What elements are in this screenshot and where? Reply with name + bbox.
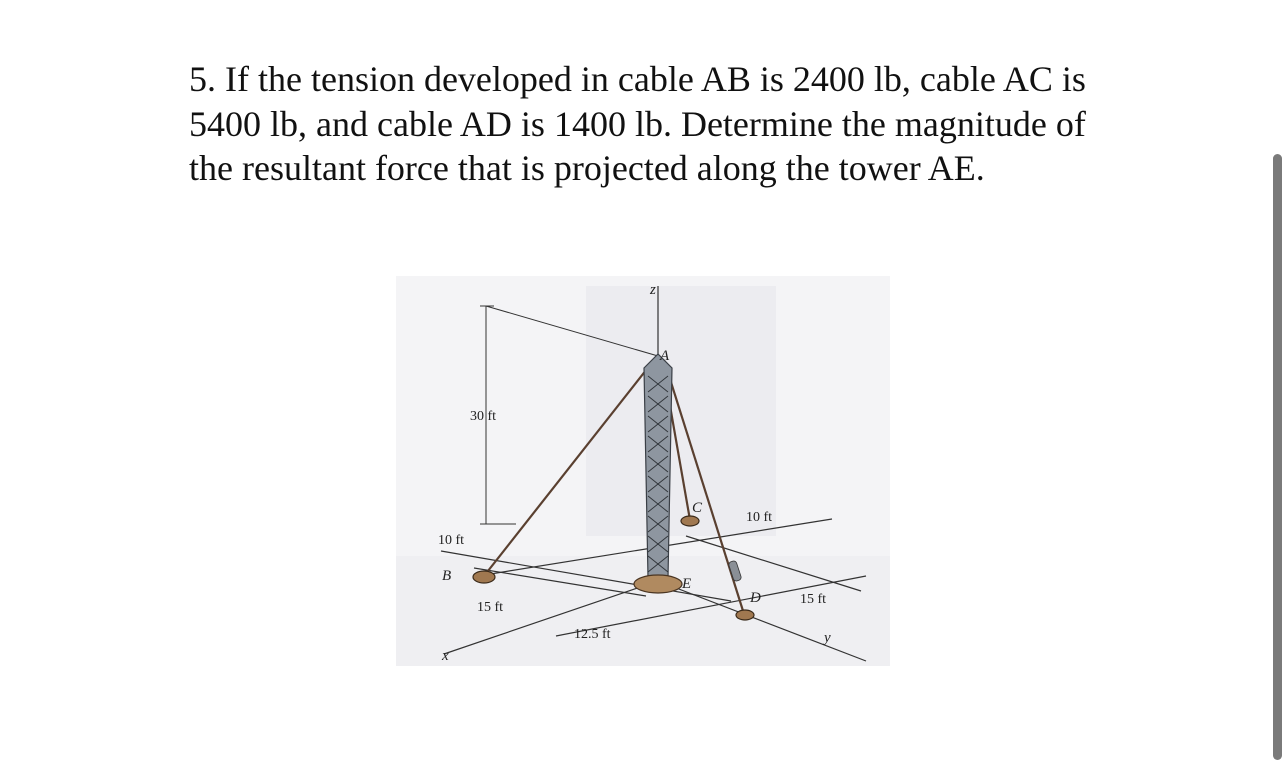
tower-diagram [396,276,890,666]
dimension-10ft-left: 10 ft [438,533,465,548]
point-b-label: B [442,568,452,584]
dimension-30ft: 30 ft [470,409,497,424]
point-e-label: E [682,576,692,592]
x-axis-label: x [442,648,449,664]
point-a-label: A [660,348,670,364]
scrollbar[interactable] [1270,0,1284,760]
dimension-15ft-left: 15 ft [477,600,504,615]
background-ground [396,556,890,666]
anchor-b [473,571,495,583]
point-c-label: C [692,500,703,516]
tower-cable-figure [396,276,890,666]
problem-statement: 5. If the tension developed in cable AB is 2400 lb, cable AC is 5400 lb, and cable AD is 1400 lb. Determine the magnitude of the resultant force that is projected along the tower AE. [189,59,1086,188]
dimension-10ft-right: 10 ft [746,510,773,525]
anchor-d [736,610,754,620]
y-axis-label: y [824,630,831,646]
tower-base-e [634,575,682,593]
scrollbar-thumb[interactable] [1273,154,1282,760]
anchor-c [681,516,699,526]
dimension-15ft-right: 15 ft [800,592,827,607]
point-d-label: D [750,590,761,606]
tower-ae [644,354,672,578]
z-axis-label: z [650,282,656,298]
dimension-12-5ft: 12.5 ft [574,627,611,642]
